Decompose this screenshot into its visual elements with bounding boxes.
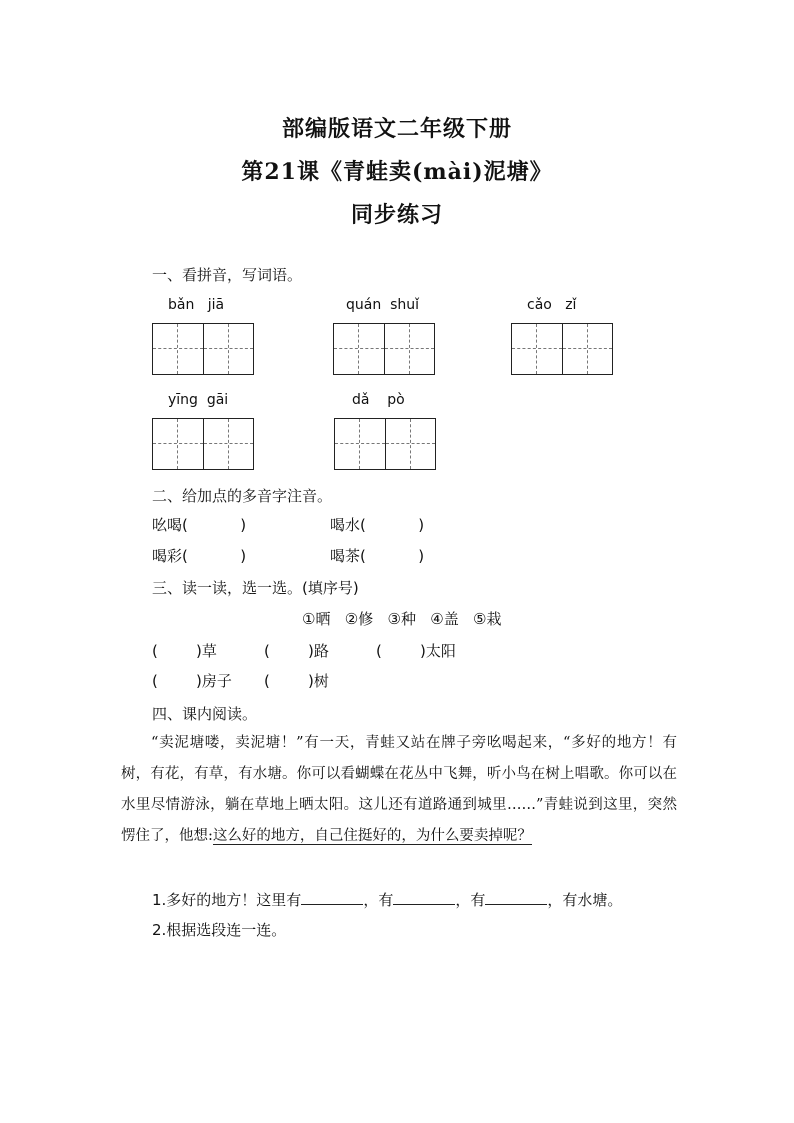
- reading-passage: [121, 728, 677, 852]
- fill-blank[interactable]: ( )房子: [152, 672, 232, 690]
- section3-heading: 三、读一读，选一选。(填序号): [152, 579, 359, 597]
- pronunciation-item[interactable]: 喝茶( ): [330, 547, 425, 565]
- question-2: 2.根据选段连一连。: [152, 921, 287, 939]
- q1-text: 1.多好的地方！这里有: [152, 891, 302, 909]
- writing-grid[interactable]: [511, 323, 613, 375]
- page-title: 部编版语文二年级下册: [281, 116, 512, 142]
- q1-text: ，有水塘。: [547, 891, 623, 909]
- exercise-title: 同步练习: [350, 202, 443, 228]
- pinyin-label: dǎ pò: [352, 392, 405, 408]
- pronunciation-item[interactable]: 喝彩( ): [152, 547, 247, 565]
- pinyin-label: bǎn jiā: [168, 297, 225, 313]
- question-1: [152, 889, 622, 910]
- pinyin-label: cǎo zǐ: [527, 297, 577, 313]
- writing-grid[interactable]: [334, 418, 436, 470]
- passage-underlined-sentence: 这么好的地方，自己住挺好的，为什么要卖掉呢？: [212, 828, 532, 844]
- fill-blank[interactable]: ( )树: [264, 672, 329, 690]
- answer-blank[interactable]: [393, 890, 455, 905]
- answer-blank[interactable]: [301, 890, 363, 905]
- answer-blank[interactable]: [485, 890, 547, 905]
- pinyin-label: yīng gāi: [168, 392, 229, 408]
- passage-text: “卖泥塘喽，卖泥塘！”有一天，青蛙又站在牌子旁吆喝起来，“多好的地方！有树，有花，有草，有水塘。你可以看蝴蝶在花丛中飞舞，听小鸟在树上唱歌。你可以在水里尽情游泳，躺在草地上晒太阳。这儿还有道路通到城里……”青蛙说到这里，突然愣住了，他想:: [121, 735, 677, 844]
- pronunciation-item[interactable]: 吆喝( ): [152, 516, 247, 534]
- section4-heading: 四、课内阅读。: [152, 705, 258, 723]
- section1-heading: 一、看拼音，写词语。: [152, 266, 303, 284]
- fill-blank[interactable]: ( )路: [264, 642, 329, 660]
- lesson-title: 第21课《青蛙卖(mài)泥塘》: [241, 159, 553, 185]
- pinyin-label: quán shuǐ: [346, 297, 420, 313]
- section2-heading: 二、给加点的多音字注音。: [152, 487, 333, 505]
- q1-text: ，有: [455, 891, 486, 909]
- choice-options: ①晒 ②修 ③种 ④盖 ⑤栽: [302, 610, 502, 628]
- writing-grid[interactable]: [333, 323, 435, 375]
- fill-blank[interactable]: ( )草: [152, 642, 217, 660]
- writing-grid[interactable]: [152, 418, 254, 470]
- writing-grid[interactable]: [152, 323, 254, 375]
- fill-blank[interactable]: ( )太阳: [376, 642, 456, 660]
- pronunciation-item[interactable]: 喝水( ): [330, 516, 425, 534]
- q1-text: ，有: [363, 891, 394, 909]
